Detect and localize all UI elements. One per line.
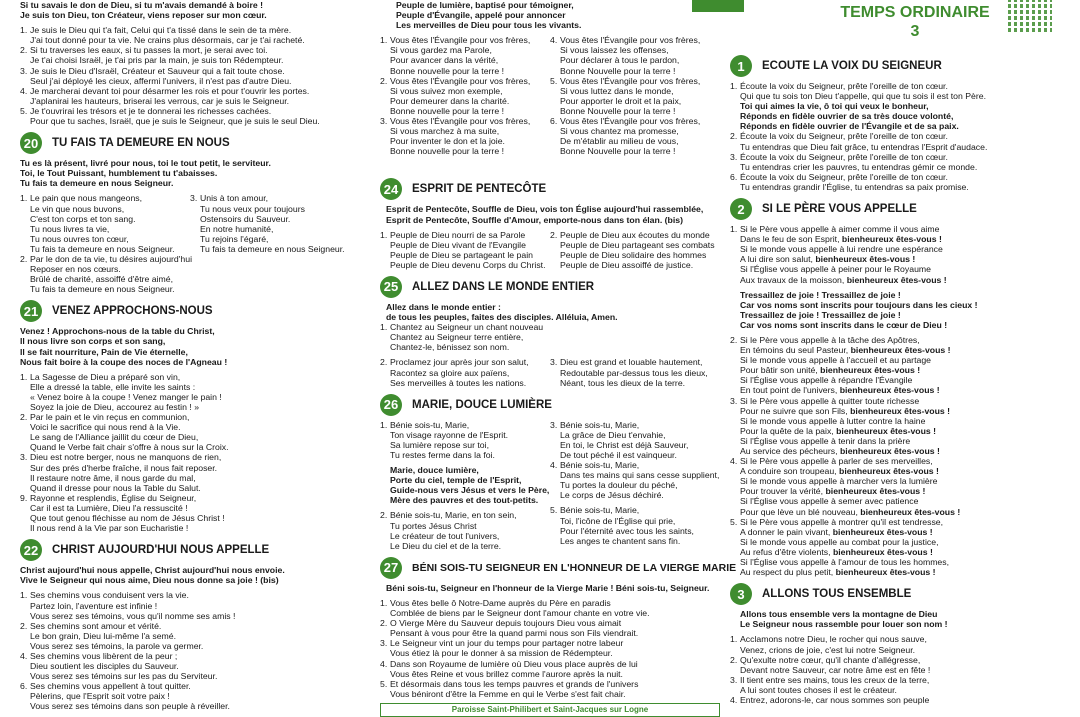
song-line: Peuple de Dieu devenu Corps du Christ. (390, 259, 546, 270)
song-line: Les merveilles de Dieu pour tous les vivants. (396, 20, 582, 31)
song-line: Vous étiez là pour le donner à sa mission de Rédempteur. (390, 648, 613, 659)
song-verses (380, 598, 720, 699)
song-24-header (380, 178, 720, 200)
song-number-badge: 2 (730, 198, 752, 220)
song-refrain (380, 302, 720, 322)
song-line: Tu restes ferme dans la foi. (390, 450, 495, 460)
song-line: 4. Dans son Royaume de lumière où Dieu vous place auprès de lui (380, 658, 638, 669)
refrain-line: Toi, le Tout Puissant, humblement tu t'abaisses. (20, 168, 218, 179)
song-line: Qui que tu sois ton Dieu t'appelle, qui que tu sois il est ton Père. (740, 91, 987, 102)
song-line: Si vous laissez les offenses, (560, 45, 669, 56)
song-line: 2. Si tu traverses les eaux, si tu passes la mort, je serai avec toi. (20, 45, 268, 56)
song-26-header (380, 394, 720, 416)
song-line: Guide-nous vers Jésus et vers le Père, (390, 485, 550, 496)
song-line: Si le monde vous appelle au combat pour la justice, (740, 536, 939, 547)
song-line: Vous êtes Reine et vous brillez comme l'aurore après la nuit. (390, 668, 623, 679)
refrain-line: Car vos noms sont inscrits dans le cœur de Dieu ! (740, 319, 948, 330)
song-line: Les anges te chantent sans fin. (560, 535, 681, 546)
refrain-line: Esprit de Pentecôte, Souffle de Dieu, vois ton Église aujourd'hui rassemblée, (386, 204, 704, 215)
song-verses (730, 224, 1070, 285)
song-verses-two-col (380, 230, 720, 270)
song-line: Vous serez ses témoins, vous qu'il nomme ses amis ! (30, 610, 236, 621)
song-line: Tu portes Jésus Christ (390, 520, 477, 531)
song-line: Tu fais ta demeure en nous Seigneur. (30, 243, 175, 254)
song-line: Si le monde vous appelle à marcher vers la lumière (740, 476, 938, 487)
song-title: ECOUTE LA VOIX DU SEIGNEUR (762, 60, 942, 72)
song-line: 5. Je t'ouvrirai les trésors et je te donnerai les richesses cachées. (20, 105, 272, 116)
song-line: Si vous gardez ma Parole, (390, 45, 492, 56)
song-line: Le vin que nous buvons, (30, 203, 125, 214)
song-line: Pour trouver la vérité, bienheureux êtes-vous ! (740, 486, 926, 497)
song-refrain (730, 101, 1070, 131)
song-line: 1. Vous êtes belle ô Notre-Dame auprès du Père en paradis (380, 597, 611, 608)
song-title: ALLONS TOUS ENSEMBLE (762, 588, 912, 601)
verses-right (550, 230, 720, 270)
song-line: Pour la quête de la paix, bienheureux êtes-vous ! (740, 425, 937, 436)
song-line: Car il est ta Lumière, Dieu l'a ressuscité ! (30, 502, 188, 513)
song-line: 1. Je suis le Dieu qui t'a fait, Celui qui t'a tissé dans le sein de ta mère. (20, 25, 292, 36)
song-line: Néant, tous les dieux de la terre. (560, 377, 686, 388)
song-line: Vous béniront d'être la Femme en qui le Verbe s'est fait chair. (390, 688, 626, 699)
liturgical-season-title: TEMPS ORDINAIRE (840, 4, 990, 21)
song-verses-two-col (380, 35, 720, 156)
song-line: 5. Et désormais dans tous les temps pauvres et grands de l'univers (380, 678, 639, 689)
column-1 (20, 0, 360, 712)
song-number-badge: 26 (380, 394, 402, 416)
refrain-line: Car vos noms sont inscrits pour toujours dans les cieux ! (740, 299, 978, 310)
song-line: Vous serez ses témoins sur les pas du Serviteur. (30, 671, 218, 682)
song-line: Si le monde vous appelle à lutter contre la haine (740, 415, 926, 426)
verses-after (20, 254, 360, 294)
refrain-line: Toi qui aimes la vie, ô toi qui veux le bonheur, (740, 101, 929, 112)
song-line: Si vous marchez à ma suite, (390, 126, 500, 137)
song-line: 4. Ses chemins vous libèrent de la peur ; (20, 650, 178, 661)
song-number-badge: 3 (730, 583, 752, 605)
song-line: 4. Je marcherai devant toi pour désarmer les rois et pour t'ouvrir les portes. (20, 85, 310, 96)
sunday-number: 3 (910, 23, 920, 40)
song-line: Toi, l'icône de l'Église qui prie, (560, 515, 676, 526)
song-line: 1. Bénie sois-tu, Marie, (380, 419, 470, 430)
page-header (730, 0, 1070, 41)
song-title: VENEZ APPROCHONS-NOUS (52, 305, 213, 318)
song-title: TU FAIS TA DEMEURE EN NOUS (52, 137, 230, 150)
song-line: Au respect du plus petit, bienheureux êtes-vous ! (740, 567, 936, 578)
song-line: Pour l'éternité avec tous les saints, (560, 525, 694, 536)
song-line: Le créateur de tout l'univers, (390, 530, 500, 541)
song-refrain (730, 290, 1070, 330)
song-line: Il nous rend à la Vie par son Eucharistie ! (30, 523, 189, 534)
song-line: Tu fais ta demeure en nous Seigneur. (200, 243, 345, 254)
refrain-line: Tressaillez de joie ! Tressaillez de joie ! (740, 289, 901, 300)
song-line: 3. Unis à ton amour, (190, 193, 269, 204)
song-line: Peuple de Dieu vivant de l'Evangile (390, 239, 526, 250)
song-title: MARIE, DOUCE LUMIÈRE (412, 398, 552, 411)
refrain-line: Tu es là présent, livré pour nous, toi le tout petit, le serviteur. (20, 158, 271, 169)
song-verses-two-col (380, 420, 720, 551)
song-22-header (20, 539, 360, 561)
song-line: Tu nous veux pour toujours (200, 203, 305, 214)
refrain-line: Nous fait boire à la coupe des noces de l'Agneau ! (20, 356, 228, 367)
song-line: Peuple de lumière, baptisé pour témoigner, (396, 0, 574, 10)
song-title: BÉNI SOIS-TU SEIGNEUR EN L'HONNEUR DE LA VIERGE MARIE (412, 561, 737, 574)
song-line: Si le monde vous appelle à l'accueil et au partage (740, 355, 931, 366)
song-line: En notre humanité, (200, 223, 274, 234)
song-line: Chantez-le, bénissez son nom. (390, 342, 510, 353)
song-line: Bonne nouvelle pour la terre ! (390, 105, 504, 116)
song-line: Tu portes la douleur du péché, (560, 480, 678, 491)
song-line: Je t'ai choisi Israël, je t'ai pris par la main, je suis ton Rédempteur. (30, 55, 284, 66)
song-25-header (380, 276, 720, 298)
song-title: CHRIST AUJOURD'HUI NOUS APPELLE (52, 544, 270, 557)
song-line: Devant notre Sauveur, car notre âme est en fête ! (740, 664, 931, 675)
song-line: Porte du ciel, temple de l'Esprit, (390, 475, 522, 486)
column-3 (730, 0, 1070, 705)
song-1-header (730, 55, 1070, 77)
song-line: 3. Bénie sois-tu, Marie, (550, 419, 640, 430)
song-line: Reposer en nos cœurs. (30, 264, 121, 275)
song-line: 2. Vous êtes l'Évangile pour vos frères, (380, 75, 531, 86)
song-title: ALLEZ DANS LE MONDE ENTIER (412, 280, 595, 293)
song-line: 4. Bénie sois-tu, Marie, (550, 460, 640, 471)
song-line: 5. Si le Père vous appelle à montrer qu'il est tendresse, (730, 516, 944, 527)
song-line: Quand il dresse pour nous la Table du Salut. (30, 482, 201, 493)
song-line: Peuple de Dieu solidaire des hommes (560, 249, 707, 260)
song-line: Comblée de biens par le Seigneur dont l'amour chante en votre vie. (390, 608, 650, 619)
song-line: Si vous luttez dans le monde, (560, 85, 674, 96)
song-line: Racontez sa gloire aux païens, (390, 367, 510, 378)
song-line: 1. Peuple de Dieu nourri de sa Parole (380, 229, 526, 240)
song-refrain (380, 204, 720, 224)
refrain-line: Il se fait nourriture, Pain de Vie éternelle, (20, 346, 188, 357)
song-line: 4. Entrez, adorons-le, car nous sommes son peuple (730, 694, 930, 705)
song-line: 4. Vous êtes l'Évangile pour vos frères, (550, 35, 701, 46)
song-line: Si l'Église vous appelle à tenir dans la prière (740, 435, 911, 446)
song-line: 1. Si le Père vous appelle à aimer comme il vous aime (730, 224, 940, 235)
song-refrain (380, 583, 720, 593)
song-verses (20, 372, 360, 534)
song-line: 1. Écoute la voix du Seigneur, prête l'oreille de ton cœur. (730, 81, 948, 91)
song-line: 5. Vous êtes l'Évangile pour vos frères, (550, 75, 701, 86)
song-line: Pour déclarer à tous le pardon, (560, 55, 680, 66)
refrain-line: Il nous livre son corps et son sang, (20, 336, 166, 347)
song-line: Pour avancer dans la vérité, (390, 55, 499, 66)
song-line: En témoins du seul Pasteur, bienheureux êtes-vous ! (740, 345, 951, 356)
song-line: Sa lumière repose sur toi, (390, 439, 489, 450)
song-line: 2. Bénie sois-tu, Marie, en ton sein, (380, 510, 517, 521)
song-27-header (380, 557, 737, 579)
song-line: Partez loin, l'aventure est infinie ! (30, 600, 158, 611)
refrain-line: Esprit de Pentecôte, Souffle d'Amour, emporte-nous dans ton élan. (bis) (386, 214, 683, 225)
song-line: 6. Ses chemins vous appellent à tout quitter. (20, 681, 191, 692)
song-line: 2. Si le Père vous appelle à la tâche des Apôtres, (730, 334, 920, 345)
song-line: 3. Dieu est notre berger, nous ne manquons de rien, (20, 452, 222, 463)
song-number-badge: 22 (20, 539, 42, 561)
song-line: 2. Qu'exulte notre cœur, qu'il chante d'allégresse, (730, 654, 921, 665)
song-number-badge: 21 (20, 300, 42, 322)
song-3-header (730, 583, 1070, 605)
song-line: Ton visage rayonne de l'Esprit. (390, 429, 509, 440)
refrain-line: Tu fais ta demeure en nous Seigneur. (20, 178, 174, 189)
song-line: 6. Écoute la voix du Seigneur, prête l'oreille de ton cœur. (730, 171, 948, 182)
song-line: 5. Bénie sois-tu, Marie, (550, 505, 640, 516)
song-line: Tu entendras que Dieu fait grâce, tu entendras l'Esprit d'audace. (740, 141, 988, 152)
song-line: 3. Écoute la voix du Seigneur, prête l'oreille de ton cœur. (730, 151, 948, 162)
song-verses (730, 634, 1070, 705)
song-line: Si l'Église vous appelle à semer avec patience (740, 496, 919, 507)
verses-right (550, 420, 720, 551)
song-line: 3. Si le Père vous appelle à quitter toute richesse (730, 395, 920, 406)
song-number-badge: 24 (380, 178, 402, 200)
song-line: De tout péché il est vainqueur. (560, 450, 677, 460)
song-line: En tout point de l'univers, bienheureux êtes-vous ! (740, 385, 940, 396)
song-line: Pour que lève un blé nouveau, bienheureux êtes-vous ! (740, 506, 961, 517)
song-line: Pour apporter le droit et la paix, (560, 95, 682, 106)
song-title: SI LE PÈRE VOUS APPELLE (762, 203, 917, 216)
refrain-line: de tous les peuples, faites des disciples. Alléluia, Amen. (386, 312, 618, 323)
song-verses (380, 322, 720, 352)
song-line: Peuple de Dieu assoiffé de justice. (560, 259, 694, 270)
song-line: Tu fais ta demeure en nous Seigneur. (30, 284, 175, 295)
song-verses (730, 131, 1070, 192)
song-line: Le corps de Jésus déchiré. (560, 490, 664, 501)
song-line: Pour inventer le don et la joie. (390, 136, 505, 147)
song-line: A donner le pain vivant, bienheureux êtes-vous ! (740, 526, 933, 537)
refrain-line: Venez ! Approchons-nous de la table du Christ, (20, 326, 215, 337)
song-line: C'est ton corps et ton sang. (30, 213, 136, 224)
song-line: 2. Ses chemins sont amour et vérité. (20, 620, 162, 631)
song-line: 3. Dieu est grand et louable hautement, (550, 357, 703, 368)
song-line: Soyez la joie de Dieu, accourez au festin ! » (30, 402, 200, 412)
song-refrain (20, 565, 360, 585)
song-line: Quand le Verbe fait chair s'offre à nous sur la Croix. (30, 442, 229, 453)
column-2 (380, 0, 737, 714)
song-line: J'ai tout donné pour ta vie. Ne crains plus désormais, car je t'ai racheté. (30, 35, 305, 46)
song-line: Pèlerins, que l'Esprit soit votre paix ! (30, 691, 170, 702)
refrain-line: Allez dans le monde entier : (386, 301, 501, 312)
song-line: Tu nous livres ta vie, (30, 223, 110, 234)
verses-right (190, 193, 360, 254)
song-line: Pour demeurer dans la charité. (390, 95, 510, 106)
song-refrain (20, 158, 360, 188)
song-line: Seul j'ai déployé les cieux, affermi l'univers, il n'est pas d'autre Dieu. (30, 75, 292, 86)
refrain-line: Christ aujourd'hui nous appelle, Christ aujourd'hui nous envoie. (20, 565, 285, 576)
refrain-line: Le Seigneur nous rassemble pour louer son nom ! (740, 619, 948, 630)
song-number-badge: 27 (380, 557, 402, 579)
song-line: Le sang de l'Alliance jaillit du cœur de Dieu, (30, 432, 199, 443)
refrain-line: Allons tous ensemble vers la montagne de Dieu (740, 609, 938, 620)
song-line: A lui sont toutes choses il est le créateur. (740, 684, 897, 695)
song-line: 2. Peuple de Dieu aux écoutes du monde (550, 229, 710, 240)
song-line: Tu entendras crier les pauvres, tu entendras gémir ce monde. (740, 161, 978, 172)
song-19-lines (20, 0, 360, 126)
song-line: Le Dieu du ciel et de la terre. (390, 540, 502, 551)
song-verses-two-col (20, 193, 360, 254)
song-line: 2. Proclamez jour après jour son salut, (380, 357, 529, 368)
song-line: Si tu savais le don de Dieu, si tu m'avais demandé à boire ! (20, 0, 263, 10)
song-line: Que tout genou fléchisse au nom de Jésus Christ ! (30, 513, 225, 524)
song-refrain (20, 326, 360, 366)
song-line: 2. Écoute la voix du Seigneur, prête l'oreille de ton cœur. (730, 131, 948, 142)
song-line: Si vous suivez mon exemple, (390, 85, 503, 96)
song-21-header (20, 300, 360, 322)
song-line: 1. Vous êtes l'Évangile pour vos frères, (380, 35, 531, 46)
song-line: J'aplanirai les hauteurs, briserai les verrous, car je suis le Seigneur. (30, 95, 290, 106)
song-line: 1. Le pain que nous mangeons, (20, 193, 143, 204)
song-line: Bonne Nouvelle pour la terre ! (560, 146, 676, 157)
song-verses (730, 335, 1070, 577)
song-line: 2. Par le pain et le vin reçus en communion, (20, 412, 190, 423)
song-23-refrain (380, 0, 720, 30)
song-line: 3. Vous êtes l'Évangile pour vos frères, (380, 116, 531, 127)
song-number-badge: 1 (730, 55, 752, 77)
song-line: Il restaure notre âme, il nous garde du mal, (30, 472, 196, 483)
song-line: Marie, douce lumière, (390, 465, 479, 476)
refrain-line: Réponds en fidèle ouvrier de l'Évangile et de sa paix. (740, 121, 959, 132)
song-2-header (730, 198, 1070, 220)
song-line: 6. Vous êtes l'Évangile pour vos frères, (550, 116, 701, 127)
song-line: Ses merveilles à toutes les nations. (390, 377, 527, 388)
song-line: 1. Ses chemins vous conduisent vers la vie. (20, 590, 189, 601)
song-line: Redoutable par-dessus tous les dieux, (560, 367, 708, 378)
song-line: Au refus d'être violents, bienheureux êtes-vous ! (740, 546, 933, 557)
song-20-header (20, 132, 360, 154)
song-number-badge: 20 (20, 132, 42, 154)
song-line: La grâce de Dieu t'envahie, (560, 429, 666, 440)
song-line: Tu nous ouvres ton cœur, (30, 233, 129, 244)
song-line: 1. La Sagesse de Dieu a préparé son vin, (20, 371, 181, 382)
song-refrain (730, 609, 1070, 629)
song-line: 2. Par le don de ta vie, tu désires aujourd'hui (20, 253, 192, 264)
song-line: Peuple de Dieu se partageant le pain (390, 249, 533, 260)
song-line: 3. Il tient entre ses mains, tous les creux de la terre, (730, 674, 930, 685)
verses-left (20, 193, 190, 254)
song-line: Chantez au Seigneur terre entière, (390, 332, 524, 343)
song-line: Dans le feu de son Esprit, bienheureux êtes-vous ! (740, 234, 942, 245)
refrain-line: Vive le Seigneur qui nous aime, Dieu nous donne sa joie ! (bis) (20, 575, 279, 586)
song-line: Bonne Nouvelle pour la terre ! (560, 105, 676, 116)
song-line: 1. Acclamons notre Dieu, le rocher qui nous sauve, (730, 634, 927, 645)
song-line: De m'établir au milieu de vous, (560, 136, 679, 147)
song-line: 4. Si le Père vous appelle à parler de ses merveilles, (730, 456, 933, 467)
song-line: Pour ne suivre que son Fils, bienheureux êtes-vous ! (740, 405, 951, 416)
song-line: Peuple d'Évangile, appelé pour annoncer (396, 10, 566, 21)
song-line: Elle a dressé la table, elle invite les saints : (30, 381, 196, 392)
song-verses (730, 81, 1070, 101)
song-line: Bonne Nouvelle pour la terre ! (560, 65, 676, 76)
parish-footer: Paroisse Saint-Philibert et Saint-Jacques sur Logne (380, 703, 720, 717)
song-line: 1. Chantez au Seigneur un chant nouveau (380, 322, 544, 333)
verses-left (380, 230, 550, 270)
song-line: Au service des pécheurs, bienheureux êtes-vous ! (740, 446, 940, 456)
song-line: 2. O Vierge Mère du Sauveur depuis toujours Dieu vous aimait (380, 618, 622, 629)
refrain-line: Tressaillez de joie ! Tressaillez de joie ! (740, 309, 901, 320)
song-line: Pour que tu saches, Israël, que je suis le Seigneur, que je suis le seul Dieu. (30, 116, 320, 127)
song-line: Brûlé de charité, assoiffé d'être aimé, (30, 274, 173, 285)
song-verses-two-col (380, 357, 720, 387)
song-line: Voici le sacrifice qui nous rend à la Vie. (30, 422, 181, 433)
verses-left (380, 35, 550, 156)
song-line: Tu rejoins l'égaré, (200, 233, 269, 244)
song-line: « Venez boire à la coupe ! Venez manger le pain ! (30, 391, 222, 402)
song-line: Le bon grain, Dieu lui-même l'a semé. (30, 630, 177, 641)
song-line: Tu entendras grandir l'Église, tu entendras sa paix promise. (740, 181, 969, 192)
song-line: Dans tes mains qui sans cesse supplient, (560, 470, 720, 481)
refrain-line: Réponds en fidèle ouvrier de sa très douce volonté, (740, 111, 954, 122)
song-line: Venez, crions de joie, c'est lui notre Seigneur. (740, 644, 916, 655)
refrain-line: Béni sois-tu, Seigneur en l'honneur de la Vierge Marie ! Béni sois-tu, Seigneur. (386, 582, 710, 593)
song-line: A conduire son troupeau, bienheureux êtes-vous ! (740, 466, 939, 477)
song-number-badge: 25 (380, 276, 402, 298)
song-line: 9. Rayonne et resplendis, Église du Seigneur, (20, 492, 197, 503)
song-line: Si vous chantez ma promesse, (560, 126, 679, 137)
verses-right (550, 35, 720, 156)
song-line: A lui dire son salut, bienheureux êtes-vous ! (740, 254, 916, 265)
song-line: Sur des prés d'herbe fraîche, il nous fait reposer. (30, 462, 218, 473)
song-line: Mère des pauvres et des tout-petits. (390, 495, 539, 506)
song-verses (20, 590, 360, 711)
song-line: Si l'Église vous appelle à répandre l'Évangile (740, 375, 913, 386)
song-line: Dieu soutient les disciples du Sauveur. (30, 661, 179, 672)
verses-right (550, 357, 720, 387)
song-line: Vous serez ses témoins, la parole va germer. (30, 640, 204, 651)
song-line: 3. Je suis le Dieu d'Israël, Créateur et Sauveur qui a fait toute chose. (20, 65, 285, 76)
song-line: 3. Le Seigneur vint un jour du temps pour partager notre labeur (380, 638, 624, 649)
song-line: Pensant à vous pour être la quand parmi nous son Fils viendrait. (390, 628, 639, 639)
song-title: ESPRIT DE PENTECÔTE (412, 183, 547, 196)
song-line: Aux travaux de la moisson, bienheureux êtes-vous ! (740, 274, 947, 285)
song-line: Si l'Église vous appelle à peiner pour le Royaume (740, 264, 931, 275)
song-line: Bonne nouvelle pour la terre ! (390, 146, 504, 157)
song-line: Si le monde vous appelle à lui rendre une espérance (740, 244, 943, 255)
song-line: Ostensoirs du Sauveur. (200, 213, 291, 224)
song-line: Peuple de Dieu partageant ses combats (560, 239, 715, 250)
song-line: Je suis ton Dieu, ton Créateur, viens reposer sur mon cœur. (20, 10, 267, 21)
song-line: En toi, le Christ est déjà Sauveur, (560, 439, 689, 450)
verses-left (380, 420, 550, 551)
song-line: Pour bâtir son unité, bienheureux êtes-vous ! (740, 365, 921, 376)
song-line: Si l'Église vous appelle à l'amour de tous les hommes, (740, 557, 950, 568)
song-line: Bonne nouvelle pour la terre ! (390, 65, 504, 76)
verses-left (380, 357, 550, 387)
song-line: Vous serez ses témoins dans son peuple à réveiller. (30, 701, 230, 712)
